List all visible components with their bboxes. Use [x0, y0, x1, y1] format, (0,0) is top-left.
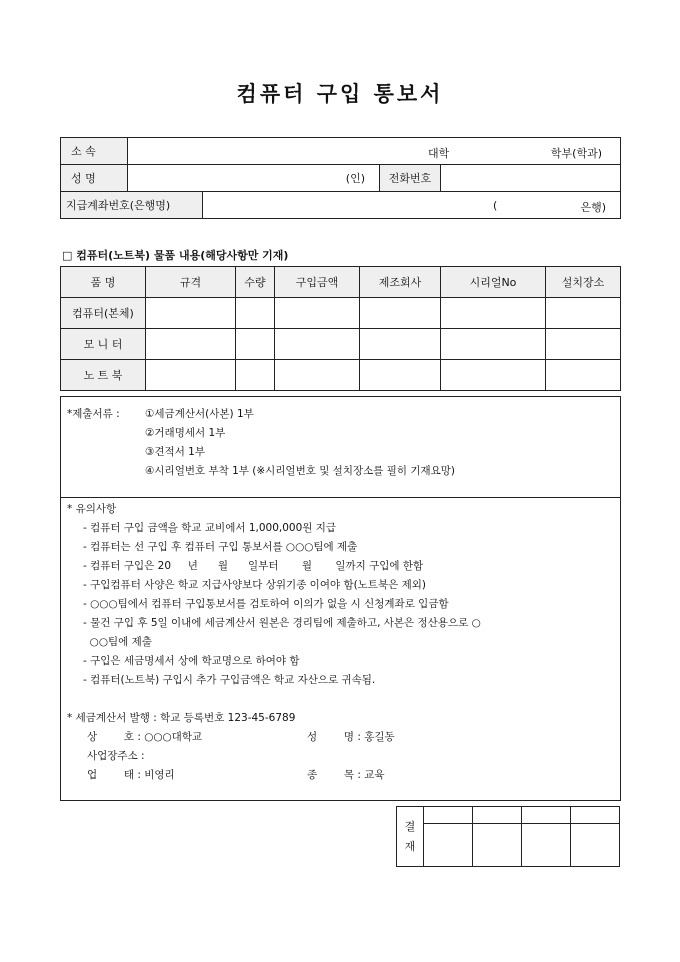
cell-input[interactable]: [441, 298, 546, 329]
approval-header-cell: [571, 807, 620, 824]
documents-box: [61, 397, 621, 498]
notice-item: - 구입은 세금명세서 상에 학교명으로 하여야 함: [83, 655, 300, 667]
rep-label: 성 명 : 홍길동: [307, 731, 395, 743]
documents-label: *제출서류 :: [67, 408, 120, 420]
approval-label: [397, 807, 424, 867]
notice-item: - 컴퓨터(노트북) 구입시 추가 구입금액은 학교 자산으로 귀속됨.: [83, 674, 376, 686]
notice-item: - 컴퓨터는 선 구입 후 컴퓨터 구입 통보서를 ○○○팀에 제출: [83, 541, 358, 553]
affiliation-label: 소 속: [61, 138, 128, 165]
table-row: [61, 298, 621, 329]
approval-table: [396, 806, 620, 867]
address-label: 사업장주소 :: [87, 750, 145, 762]
phone-label: 전화번호: [380, 165, 441, 192]
approval-sign-cell[interactable]: [424, 824, 473, 867]
approval-label-bottom: 재: [404, 839, 416, 853]
cell-input[interactable]: [546, 298, 621, 329]
approval-header-cell: [473, 807, 522, 824]
document-item: ③견적서 1부: [145, 446, 206, 458]
cell-input[interactable]: [441, 329, 546, 360]
table-row: [61, 329, 621, 360]
approval-header-cell: [424, 807, 473, 824]
approval-sign-cell[interactable]: [522, 824, 571, 867]
cell-input[interactable]: [236, 360, 275, 391]
header-quantity: 수량: [236, 267, 275, 298]
cell-input[interactable]: [546, 360, 621, 391]
cell-input[interactable]: [146, 329, 236, 360]
bank-close: 은행): [580, 201, 606, 214]
affiliation-field[interactable]: [128, 138, 621, 165]
document-item: ②거래명세서 1부: [145, 427, 226, 439]
cell-input[interactable]: [146, 360, 236, 391]
row-label-notebook: 노 트 북: [61, 360, 146, 391]
cell-input[interactable]: [360, 360, 441, 391]
cell-input[interactable]: [236, 298, 275, 329]
document-item: ④시리얼번호 부착 1부 (※시리얼번호 및 설치장소를 필히 기재요망): [145, 465, 456, 477]
approval-label-top: 결: [404, 819, 416, 833]
header-item-name: 품 명: [61, 267, 146, 298]
row-label-monitor: 모 니 터: [61, 329, 146, 360]
cell-input[interactable]: [546, 329, 621, 360]
cell-input[interactable]: [360, 298, 441, 329]
applicant-info-table: [60, 137, 621, 219]
name-label: 성 명: [61, 165, 128, 192]
phone-field[interactable]: [441, 165, 621, 192]
items-table: [60, 266, 621, 391]
cell-input[interactable]: [441, 360, 546, 391]
name-field[interactable]: [128, 165, 380, 192]
notes-table: [60, 396, 621, 801]
header-spec: 규격: [146, 267, 236, 298]
company-label: 상 호 : ○○○대학교: [87, 731, 203, 743]
notice-box: [61, 498, 621, 801]
business-label: 업 태 : 비영리: [87, 769, 175, 781]
cell-input[interactable]: [275, 360, 360, 391]
category-label: 종 목 : 교육: [307, 769, 385, 781]
notice-item: - 구입컴퓨터 사양은 학교 지급사양보다 상위기종 이여야 함(노트북은 제외): [83, 579, 426, 591]
cell-input[interactable]: [275, 298, 360, 329]
table-row: [61, 360, 621, 391]
row-label-computer: 컴퓨터(본체): [61, 298, 146, 329]
page-title: 컴퓨터 구입 통보서: [236, 81, 444, 106]
tax-invoice-title: * 세금계산서 발행 : 학교 등록번호 123-45-6789: [67, 712, 296, 724]
seal-mark: (인): [345, 172, 365, 185]
cell-input[interactable]: [146, 298, 236, 329]
account-field[interactable]: [203, 192, 621, 218]
header-serial: 시리얼No: [441, 267, 546, 298]
department-suffix: 학부(학과): [550, 147, 602, 160]
account-row: [61, 192, 621, 219]
header-price: 구입금액: [275, 267, 360, 298]
section-title: □ 컴퓨터(노트북) 물품 내용(해당사항만 기재): [62, 249, 289, 262]
header-manufacturer: 제조회사: [360, 267, 441, 298]
cell-input[interactable]: [236, 329, 275, 360]
notice-item: - 컴퓨터 구입 금액을 학교 교비에서 1,000,000원 지급: [83, 522, 337, 534]
account-label: 지급계좌번호(은행명): [61, 192, 203, 218]
university-suffix: 대학: [428, 147, 450, 160]
notice-item: - ○○○팀에서 컴퓨터 구입통보서를 검토하여 이의가 없을 시 신청계좌로 입금함: [83, 598, 449, 610]
header-location: 설치장소: [546, 267, 621, 298]
notice-item: - 컴퓨터 구입은 20 년 월 일부터 월 일까지 구입에 한함: [83, 560, 424, 572]
approval-sign-cell[interactable]: [473, 824, 522, 867]
approval-header-cell: [522, 807, 571, 824]
cell-input[interactable]: [275, 329, 360, 360]
notice-item: - 물건 구입 후 5일 이내에 세금계산서 원본은 경리팀에 제출하고, 사본은 정산용으로 ○: [83, 617, 481, 629]
approval-sign-cell[interactable]: [571, 824, 620, 867]
cell-input[interactable]: [360, 329, 441, 360]
document-item: ①세금계산서(사본) 1부: [145, 408, 254, 420]
bank-open: (: [493, 199, 498, 212]
notice-title: * 유의사항: [67, 503, 117, 515]
notice-item: ○○팀에 제출: [83, 636, 152, 648]
